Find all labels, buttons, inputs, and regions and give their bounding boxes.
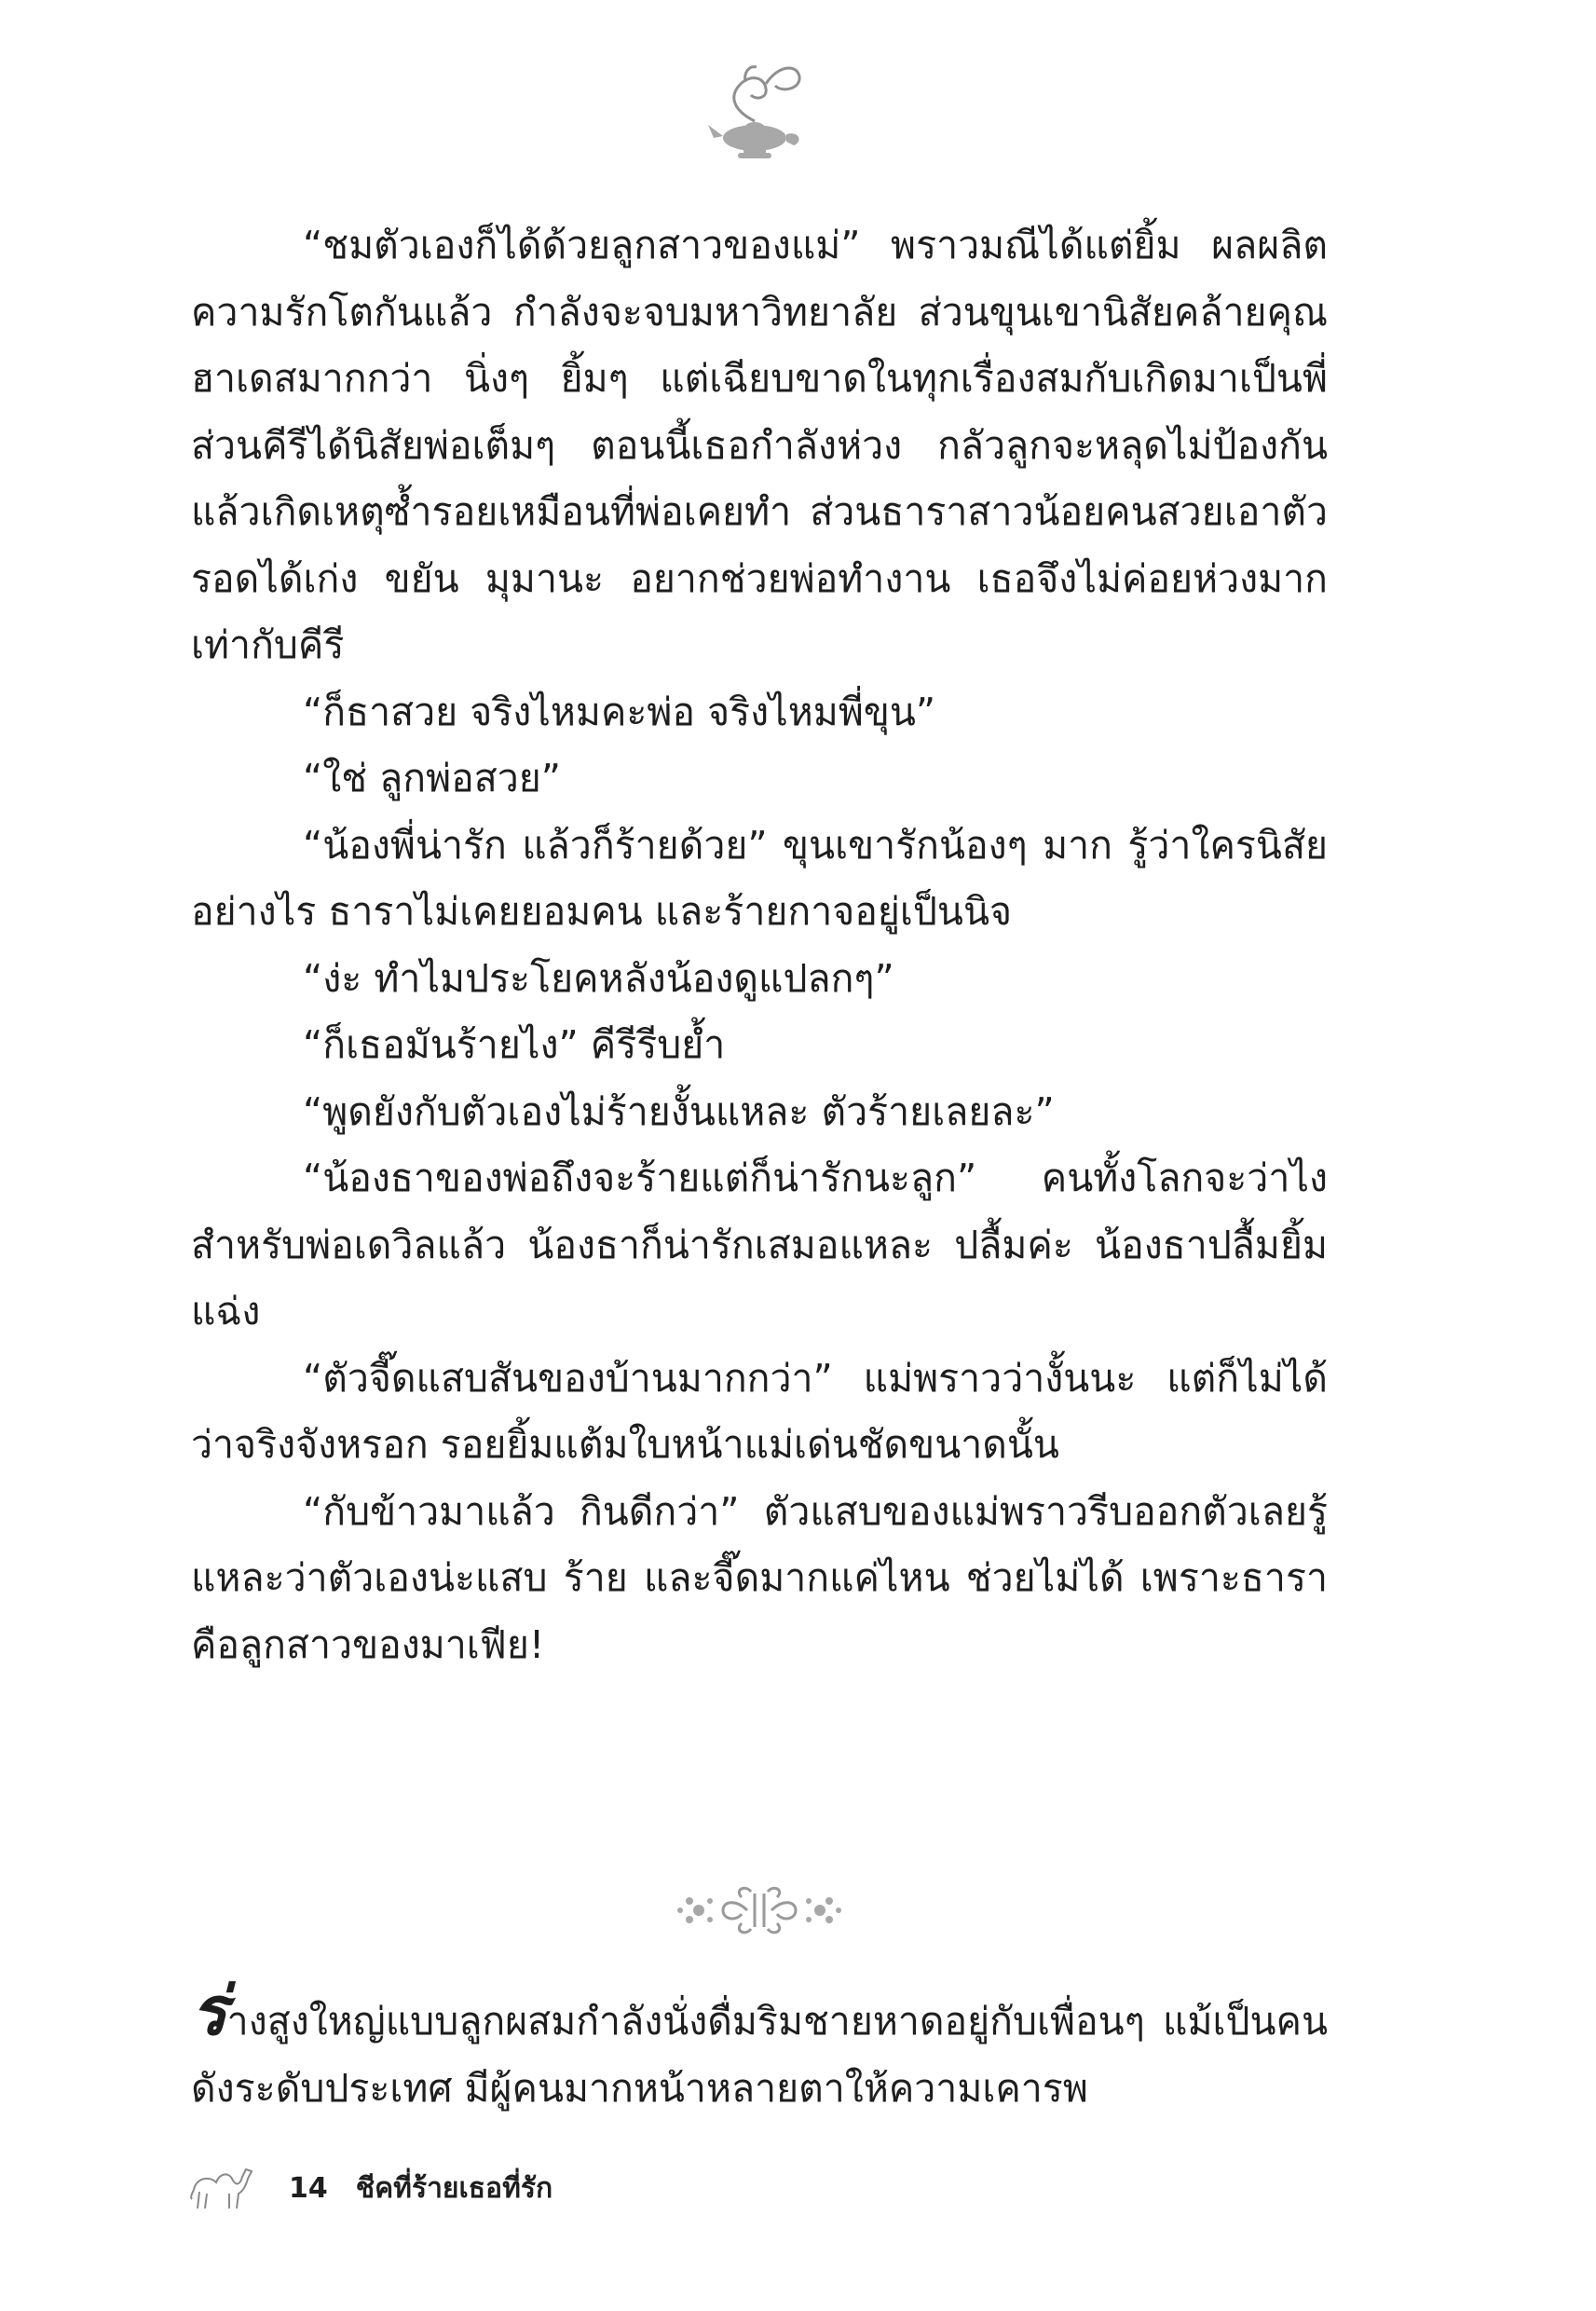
paragraph: “ใช่ ลูกพ่อสวย” — [303, 756, 562, 800]
paragraph: “น้องพี่น่ารัก แล้วก็ร้ายด้วย” ขุนเขารักน้องๆ มาก รู้ว่าใครนิสัยอย่างไร ธาราไม่เคยยอมคน และร้ายกาจอยู่เป็นนิจ — [191, 822, 1328, 934]
opening-paragraph-text: างสูงใหญ่แบบลูกผสมกำลังนั่งดื่มริมชายหาดอยู่กับเพื่อนๆ แม้เป็นคนดังระดับประเทศ มีผู้คนมากหน้าหลายตาให้ความเคารพ — [191, 1999, 1328, 2111]
paragraph: “ก็ธาสวย จริงไหมคะพ่อ จริงไหมพี่ขุน” — [303, 689, 936, 734]
paragraph: “น้องธาของพ่อถึงจะร้ายแต่ก็น่ารักนะลูก” คนทั้งโลกจะว่าไงสำหรับพ่อเดวิลแล้ว น้องธาก็น่ารักเสมอแหละ ปลื้มค่ะ น้องธาปลื้มยิ้มแฉ่ง — [191, 1156, 1328, 1333]
drop-cap: ร่ — [191, 1972, 227, 2050]
book-title: ชีคที่ร้ายเธอที่รัก — [355, 2171, 553, 2205]
story-text — [191, 212, 1328, 1678]
paragraph: “ชมตัวเองก็ได้ด้วยลูกสาวของแม่” พราวมณีได้แต่ยิ้ม ผลผลิตความรักโตกันแล้ว กำลังจะจบมหาวิทยาลัย ส่วนขุนเขานิสัยคล้ายคุณฮาเดสมากกว่า นิ่งๆ ยิ้มๆ แต่เฉียบขาดในทุกเรื่องสมกับเกิดมาเป็นพี่ ส่วนคีรีได้นิสัยพ่อเต็มๆ ตอนนี้เธอกำลังห่วง กลัวลูกจะหลุดไม่ป้องกันแล้วเกิดเหตุซ้ำรอยเหมือนที่พ่อเคยทำ ส่วนธาราสาวน้อยคนสวยเอาตัวรอดได้เก่ง ขยัน มุมานะ อยากช่วยพ่อทำงาน เธอจึงไม่ค่อยห่วงมากเท่ากับคีรี — [191, 223, 1328, 667]
opening-paragraph — [191, 1972, 1328, 2122]
page-number: 14 — [289, 2171, 328, 2205]
paragraph: “ง่ะ ทำไมประโยคหลังน้องดูแปลกๆ” — [303, 955, 894, 1001]
paragraph: “ตัวจี๊ดแสบสันของบ้านมากกว่า” แม่พราวว่างั้นนะ แต่ก็ไม่ได้ว่าจริงจังหรอก รอยยิ้มแต้มใบหน้าแม่เด่นชัดขนาดนั้น — [191, 1355, 1328, 1467]
ornament-divider-icon — [662, 1873, 857, 1948]
genie-lamp-icon — [689, 56, 820, 168]
paragraph: “กับข้าวมาแล้ว กินดีกว่า” ตัวแสบของแม่พราวรีบออกตัวเลยรู้แหละว่าตัวเองน่ะแสบ ร้าย และจี๊ดมากแค่ไหน ช่วยไม่ได้ เพราะธาราคือลูกสาวของมาเฟีย! — [191, 1488, 1328, 1667]
section-two-text — [191, 1972, 1328, 2122]
paragraph: “ก็เธอมันร้ายไง” คีรีรีบย้ำ — [303, 1022, 726, 1067]
camel-icon — [186, 2162, 261, 2214]
page-footer — [186, 2160, 552, 2216]
paragraph: “พูดยังกับตัวเองไม่ร้ายงั้นแหละ ตัวร้ายเลยละ” — [303, 1088, 1055, 1134]
